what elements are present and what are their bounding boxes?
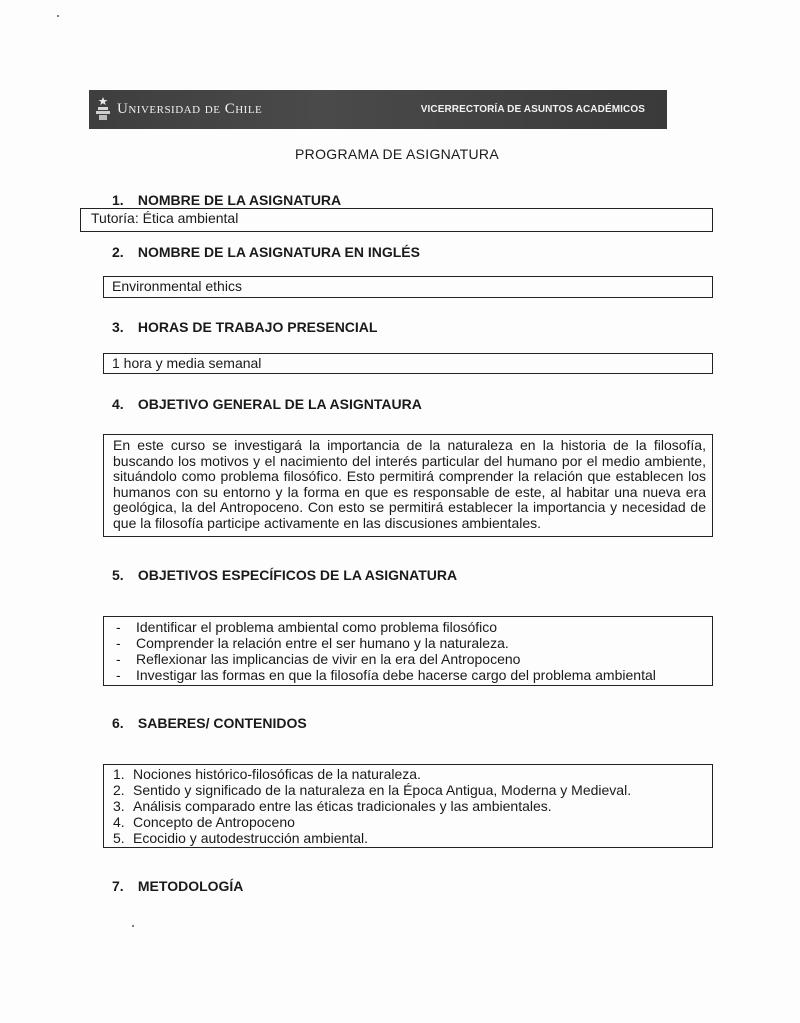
section-6-heading [112, 715, 307, 731]
university-banner [89, 90, 667, 129]
section-number: 6. [112, 715, 124, 731]
list-item: 5. Ecocidio y autodestrucción ambiental. [113, 830, 369, 846]
section-title: HORAS DE TRABAJO PRESENCIAL [137, 319, 378, 335]
hours-value: 1 hora y media semanal [112, 355, 262, 371]
scan-speck [57, 15, 59, 17]
section-title: OBJETIVOS ESPECÍFICOS DE LA ASIGNATURA [137, 567, 458, 583]
list-item: - Identificar el problema ambiental como problema filosófico [104, 619, 712, 635]
section-number: 7. [112, 878, 124, 894]
section-2-heading [112, 244, 420, 260]
contents-box [103, 764, 713, 848]
section-number: 3. [112, 319, 124, 335]
page-title: PROGRAMA DE ASIGNATURA [295, 146, 499, 162]
specific-objectives-list [104, 619, 712, 683]
contents-list [104, 766, 712, 846]
section-5-heading [112, 567, 457, 583]
english-name-box [103, 276, 713, 298]
section-number: 4. [112, 396, 124, 412]
section-number: 2. [112, 244, 124, 260]
specific-objectives-box [103, 616, 713, 686]
course-name-box [80, 208, 713, 232]
general-objective-text: En este curso se investigará la importancia de la naturaleza en la historia de la filosofía, buscando los motivos y el nacimiento del interés particular del humano por el medio ambiente, situándolo como problema filosófico. Esto permitirá comprender la relación que establecen los humanos con su entorno y la forma en que es responsable de este, al habitar una nueva era geológica, la del Antropoceno. Con esto se permitirá establecer la importancia y necesidad de que la filosofía participe activamente en las discusiones ambientales. [113, 437, 706, 531]
list-item: 4. Concepto de Antropoceno [113, 814, 295, 830]
section-7-heading [112, 878, 243, 894]
list-item: - Investigar las formas en que la filosofía debe hacerse cargo del problema ambiental [104, 667, 712, 683]
list-item: - Comprender la relación entre el ser humano y la naturaleza. [104, 635, 712, 651]
course-name-value: Tutoría: Ética ambiental [91, 210, 239, 226]
section-title: NOMBRE DE LA ASIGNATURA [137, 192, 342, 208]
general-objective-box [103, 434, 713, 537]
scan-speck [132, 925, 134, 927]
section-3-heading [112, 319, 377, 335]
section-title: OBJETIVO GENERAL DE LA ASIGNTAURA [137, 396, 422, 412]
list-item: - Reflexionar las implicancias de vivir en la era del Antropoceno [104, 651, 712, 667]
section-title: METODOLOGÍA [137, 878, 244, 894]
section-title: NOMBRE DE LA ASIGNATURA EN INGLÉS [137, 244, 420, 260]
english-name-value: Environmental ethics [112, 278, 242, 294]
list-item: 1. Nociones histórico-filosóficas de la naturaleza. [113, 766, 421, 782]
university-crest-icon [94, 96, 112, 122]
section-number: 5. [112, 567, 124, 583]
vicerrectoria-label: VICERRECTORÍA DE ASUNTOS ACADÉMICOS [420, 104, 645, 115]
university-name: Universidad de Chile [117, 101, 263, 117]
section-4-heading [112, 396, 422, 412]
section-1-heading [112, 192, 341, 208]
list-item: 3. Análisis comparado entre las éticas tradicionales y las ambientales. [113, 798, 552, 814]
section-title: SABERES/ CONTENIDOS [137, 715, 307, 731]
list-item: 2. Sentido y significado de la naturaleza en la Época Antigua, Moderna y Medieval. [113, 782, 632, 798]
hours-box [103, 353, 713, 374]
section-number: 1. [112, 192, 124, 208]
